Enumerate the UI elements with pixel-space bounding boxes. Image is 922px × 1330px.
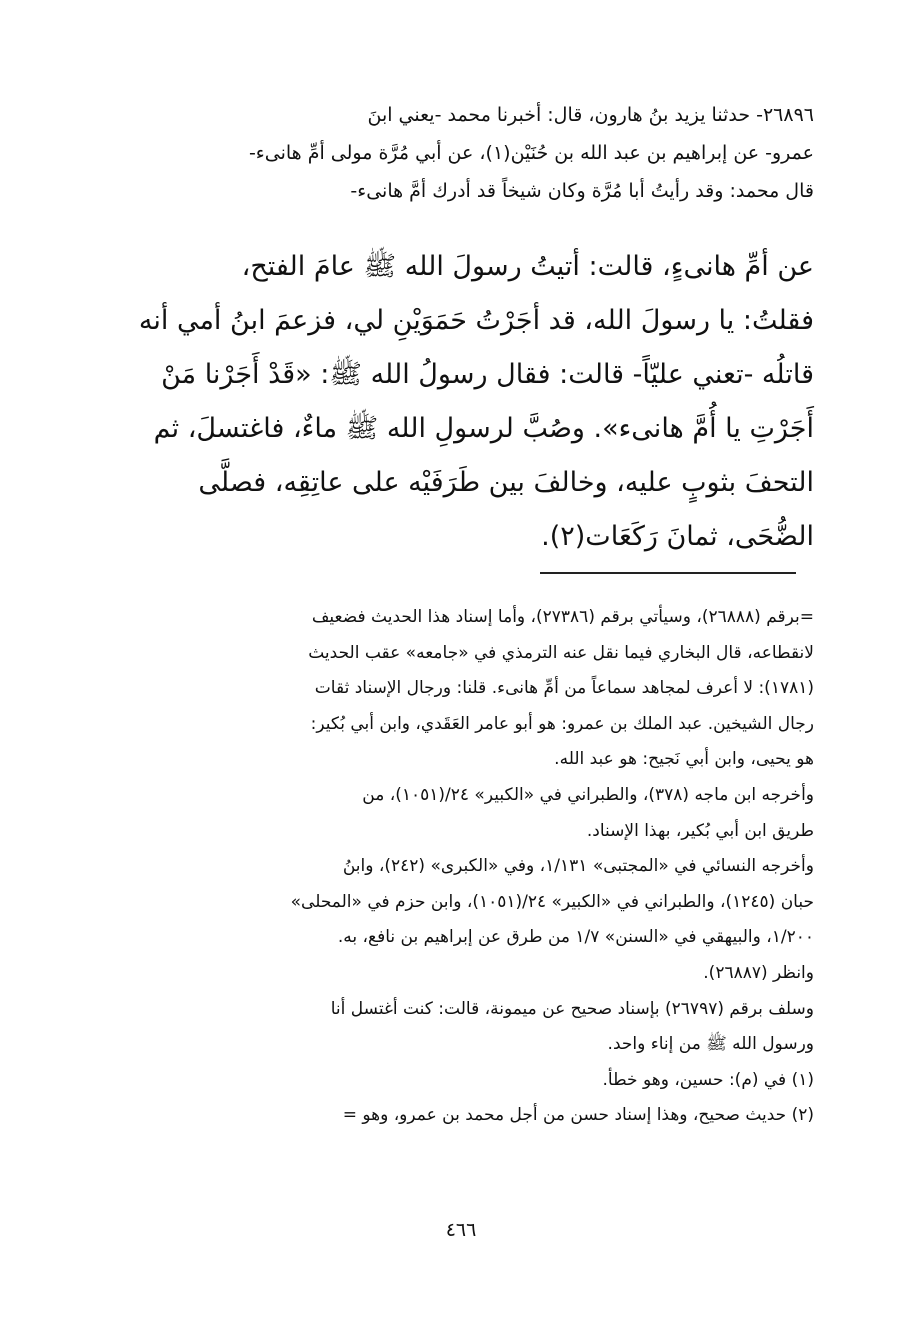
footnote-paragraph: [98, 849, 814, 991]
matn-line: أَجَرْتِ يا أُمَّ هانىء». وصُبَّ لرسولِ الله ﷺ ماءٌ، فاغتسلَ، ثم: [153, 413, 814, 444]
footnote-paragraph: [98, 600, 814, 778]
matn-line: عن أمِّ هانىءٍ، قالت: أتيتُ رسولَ الله ﷺ عامَ الفتح،: [241, 251, 814, 282]
footnote-line: لانقطاعه، قال البخاري فيما نقل عنه الترمذي في «جامعه» عقب الحديث: [308, 642, 814, 663]
isnad-line: عمرو- عن إبراهيم بن عبد الله بن حُنَيْن(١)، عن أبي مُرَّة مولى أمِّ هانىء-: [248, 142, 814, 164]
footnote-line: رجال الشيخين. عبد الملك بن عمرو: هو أبو عامر العَقَدي، وابن أبي بُكير:: [310, 713, 814, 734]
footnote-line: (١٧٨١): لا أعرف لمجاهد سماعاً من أمِّ هانىء. قلنا: ورجال الإسناد ثقات: [314, 678, 814, 699]
footnote-line: وسلف برقم (٢٦٧٩٧) بإسناد صحيح عن ميمونة، قالت: كنت أغتسل أنا: [330, 998, 814, 1019]
footnote-line: ١/٢٠٠، والبيهقي في «السنن» ١/٧ من طرق عن إبراهيم بن نافع، به.: [337, 927, 814, 948]
footnote-line: ورسول الله ﷺ من إناء واحد.: [607, 1034, 814, 1055]
footnote-line: هو يحيى، وابن أبي نَجيح: هو عبد الله.: [554, 749, 814, 770]
footnote-line: =برقم (٢٦٨٨٨)، وسيأتي برقم (٢٧٣٨٦)، وأما إسناد هذا الحديث فضعيف: [311, 607, 814, 627]
isnad-line: ٢٦٨٩٦- حدثنا يزيد بنُ هارون، قال: أخبرنا محمد -يعني ابنَ: [367, 104, 814, 126]
footnote-1: [98, 1063, 814, 1099]
matn-line: فقلتُ: يا رسولَ الله، قد أجَرْتُ حَمَوَيْنِ لي، فزعمَ ابنُ أمي أنه: [138, 305, 814, 336]
matn-line: قاتلُه -تعني عليّاً- قالت: فقال رسولُ الله ﷺ: «قَدْ أَجَرْنا مَنْ: [161, 359, 814, 390]
footnote-paragraph: [98, 992, 814, 1063]
footnote-line: وأخرجه ابن ماجه (٣٧٨)، والطبراني في «الكبير» ٢٤/(١٠٥١)، من: [362, 784, 814, 805]
matn-line: الضُّحَى، ثمانَ رَكَعَات(٢).: [541, 521, 814, 552]
footnote-line: (٢) حديث صحيح، وهذا إسناد حسن من أجل محمد بن عمرو، وهو =: [342, 1105, 814, 1126]
footnote-paragraph: [98, 778, 814, 849]
footnote-line: وانظر (٢٦٨٨٧).: [703, 962, 814, 983]
footnote-2: [98, 1098, 814, 1134]
footnote-line: حبان (١٢٤٥)، والطبراني في «الكبير» ٢٤/(١٠٥١)، وابن حزم في «المحلى»: [290, 891, 814, 912]
page-number: ٤٦٦: [445, 1219, 477, 1241]
footnote-line: وأخرجه النسائي في «المجتبى» ١/١٣١، وفي «الكبرى» (٢٤٢)، وابنُ: [342, 856, 814, 877]
isnad-line: قال محمد: وقد رأيتُ أبا مُرَّة وكان شيخاً قد أدرك أمَّ هانىء-: [350, 180, 814, 202]
matn-line: التحفَ بثوبٍ عليه، وخالفَ بين طَرَفَيْه على عاتِقِه، فصلَّى: [198, 467, 814, 498]
footnote-line: طريق ابن أبي بُكير، بهذا الإسناد.: [586, 820, 814, 841]
footnote-divider: [540, 572, 796, 574]
hadith-isnad: [98, 96, 814, 210]
hadith-text: [98, 240, 814, 564]
footnotes: [98, 600, 814, 1134]
footnote-line: (١) في (م): حسين، وهو خطأ.: [602, 1069, 814, 1090]
